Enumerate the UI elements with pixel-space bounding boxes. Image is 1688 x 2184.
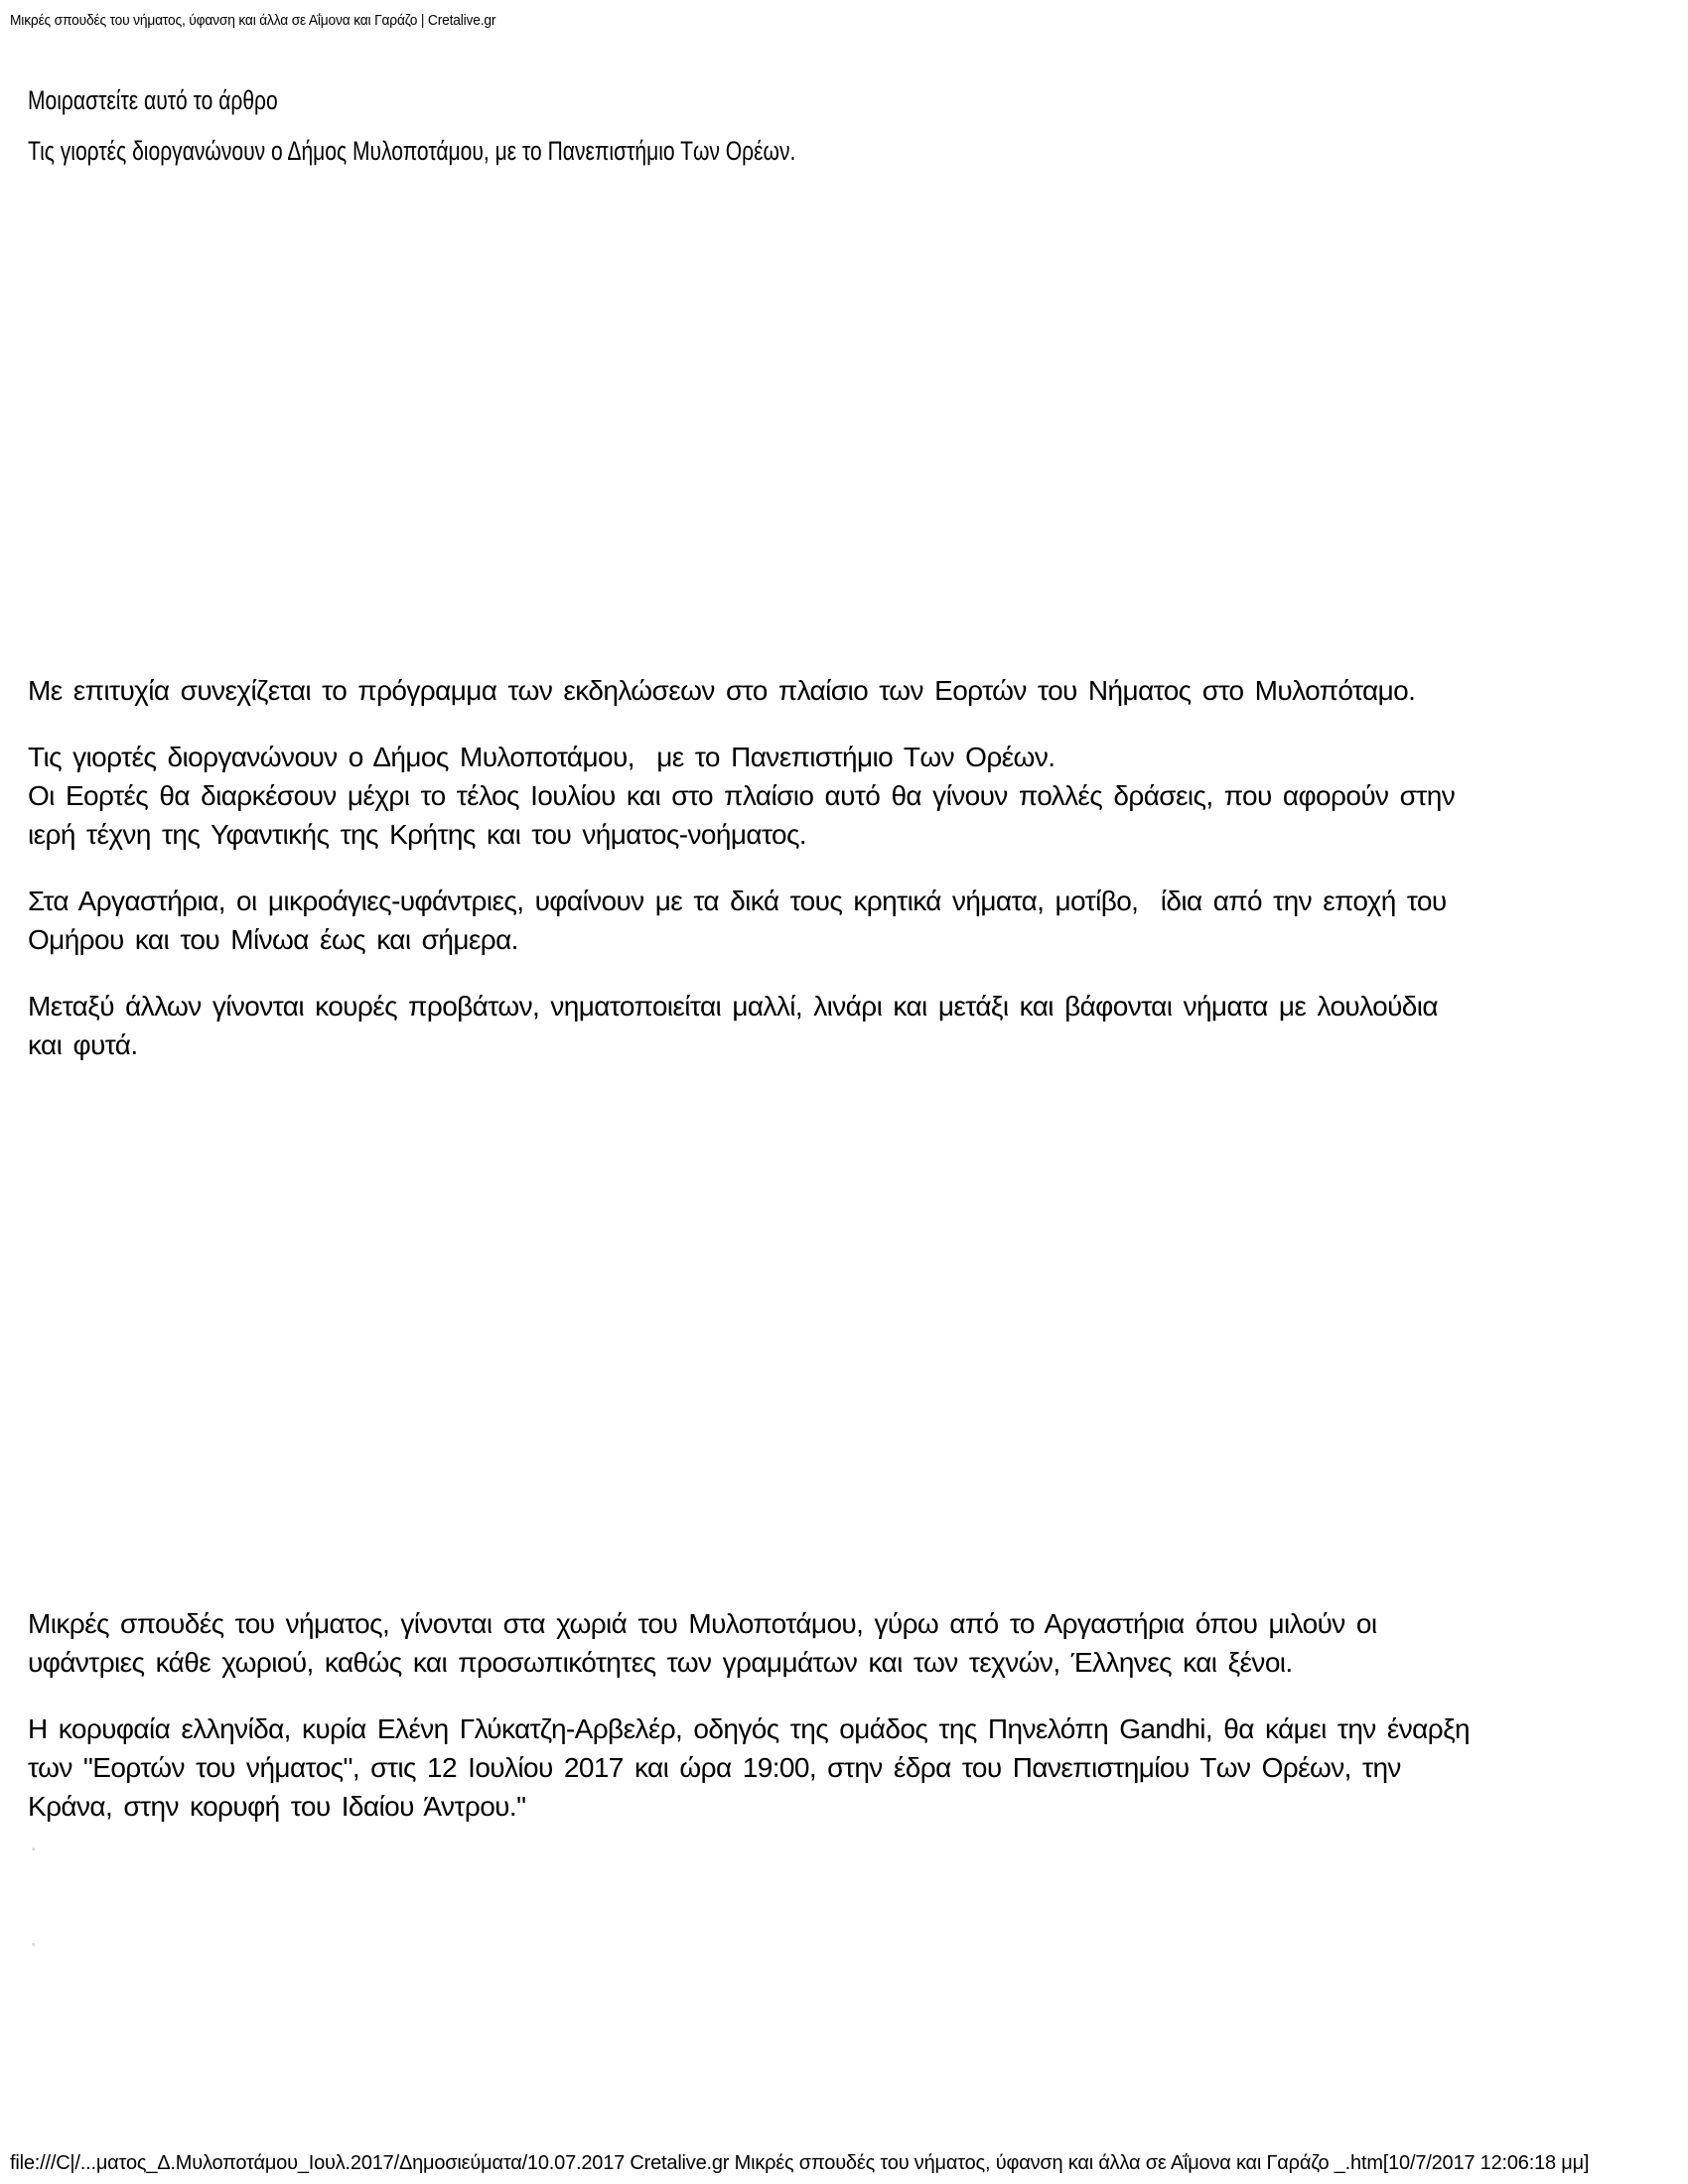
faint-paragraph-mark: . [30, 1922, 38, 1952]
paragraph-intro [28, 671, 1477, 710]
paragraph-studies [28, 1604, 1477, 1682]
paragraph-line: ιερή τέχνη της Υφαντικής της Κρήτης και του νήματος-νοήματος. [28, 819, 807, 850]
article-body-top [28, 671, 1477, 1092]
paragraph-line: Στα Αργαστήρια, οι μικροάγιες-υφάντριες, υφαίνουν με τα δικά τους κρητικά νήματα, μοτίβο, ίδια από την εποχή του [28, 886, 1447, 916]
paragraph-line: Μεταξύ άλλων γίνονται κουρές προβάτων, νηματοποιείται μαλλί, λινάρι και μετάξι και βάφονται νήματα με λουλούδια [28, 991, 1438, 1022]
paragraph-line: Μικρές σπουδές του νήματος, γίνονται στα χωριά του Μυλοποτάμου, γύρω από το Αργαστήρια όπου μιλούν οι [28, 1608, 1377, 1639]
paragraph-line: υφάντριες κάθε χωριού, καθώς και προσωπικότητες των γραμμάτων και των τεχνών, Έλληνες και ξένοι. [28, 1647, 1293, 1678]
footer-timestamp: [10/7/2017 12:06:18 μμ] [1382, 2152, 1590, 2174]
paragraph-weavers [28, 882, 1477, 959]
paragraph-line: Ομήρου και του Μίνωα έως και σήμερα. [28, 924, 518, 955]
footer-file-path: file:///C|/...ματος_Δ.Μυλοποτάμου_Ιουλ.2017/Δημοσιεύματα/10.07.2017 Cretalive.gr Μικρές σπουδές του νήματος, ύφανση και άλλα σε Αΐμονα και Γαράζο _.htm [10, 2152, 1383, 2174]
paragraph-organizers [28, 738, 1477, 854]
article-body-bottom [28, 1604, 1477, 1853]
document-header-title: Μικρές σπουδές του νήματος, ύφανση και άλλα σε Αΐμονα και Γαράζο | Cretalive.gr [10, 12, 496, 29]
paragraph-line: Τις γιορτές διοργανώνουν ο Δήμος Μυλοποτάμου, με το Πανεπιστήμιο Των Ορέων. [28, 742, 1055, 772]
paragraph-line: και φυτά. [28, 1029, 138, 1060]
article-lead-text: Τις γιορτές διοργανώνουν ο Δήμος Μυλοποτάμου, με το Πανεπιστήμιο Των Ορέων. [28, 136, 796, 166]
share-article-heading [28, 85, 349, 116]
faint-paragraph-mark: . [30, 1827, 38, 1856]
paragraph-line: Η κορυφαία ελληνίδα, κυρία Ελένη Γλύκατζη-Αρβελέρ, οδηγός της ομάδος της Πηνελόπη Gandhi, θα κάμει την έναρξη [28, 1713, 1470, 1744]
paragraph-activities [28, 987, 1477, 1064]
paragraph-line: Οι Εορτές θα διαρκέσουν μέχρι το τέλος Ιουλίου και στο πλαίσιο αυτό θα γίνουν πολλές δράσεις, που αφορούν στην [28, 780, 1456, 811]
paragraph-line: των "Εορτών του νήματος", στις 12 Ιουλίου 2017 και ώρα 19:00, στην έδρα του Πανεπιστημίου Των Ορέων, την [28, 1752, 1401, 1783]
footer-file-path-line [10, 2152, 1589, 2175]
article-lead [28, 136, 1013, 167]
paragraph-opening [28, 1709, 1477, 1826]
share-article-heading-text: Μοιραστείτε αυτό το άρθρο [28, 85, 278, 115]
paragraph-line: Με επιτυχία συνεχίζεται το πρόγραμμα των εκδηλώσεων στο πλαίσιο των Εορτών του Νήματος στο Μυλοπόταμο. [28, 675, 1416, 706]
paragraph-line: Κράνα, στην κορυφή του Ιδαίου Άντρου." [28, 1791, 526, 1822]
